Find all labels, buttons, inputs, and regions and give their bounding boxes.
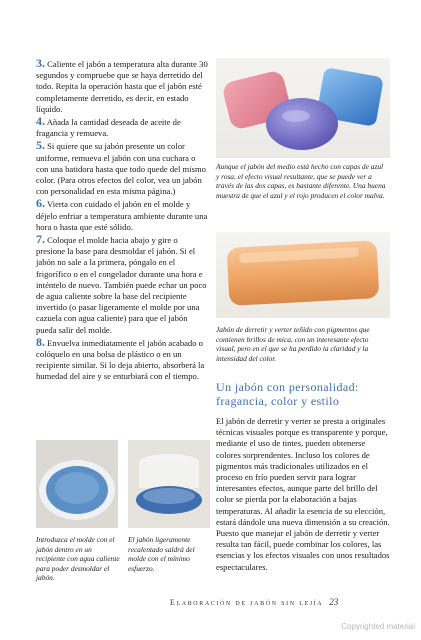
step-7: 7. Coloque el molde hacia abajo y gire o presione la base para desmoldar el jabón. Si el jabón no sale a la primera, póngalo en el frigorífico o en el congelador durante una hora e inténtelo de nuevo. También puede echar un poco de agua caliente sobre la base del recipiente invertido (o pasar ligeramente el molde por una cazuela con agua caliente) para que el jabón pueda salir del molde. (36, 232, 207, 335)
mold-water-photo (36, 440, 118, 528)
mold-water-caption: Introduzca el molde con el jabón dentro en un recipiente con agua caliente para poder desmoldar el jabón. (36, 535, 120, 583)
step-6: 6. Vierta con cuidado el jabón en el molde y déjelo enfriar a temperatura ambiente durante una hora o hasta que esté sólido. (36, 196, 208, 232)
instruction-steps (36, 58, 208, 384)
unmolded-soap-illustration (128, 440, 210, 528)
soaps-illustration (216, 58, 390, 158)
step-5: 5. Si quiere que su jabón presente un color uniforme, remueva el jabón con una cuchara o con una batidora hasta que todo quede del mismo color. (Para otros efectos del color, vea un jabón con personalidad en esta misma página.) (36, 138, 206, 197)
running-head: Elaboración de jabón sin lejía (170, 598, 324, 607)
step-4: 4. Añada la cantidad deseada de aceite de fragancia y remueva. (36, 114, 181, 139)
bar-soap-caption: Jabón de derretir y verter teñido con pigmentos que contienen brillos de mica, con un interesante efecto visual, pero en el que se ha perdido la claridad y la intensidad del color. (216, 325, 370, 363)
mold-water-illustration (36, 440, 118, 528)
watermark-text: Copyrighted material (341, 622, 415, 631)
step-3: 3. Caliente el jabón a temperatura alta durante 30 segundos y compruebe que se haya derretido del todo. Repita la operación hasta que el jabón esté completamente derretido, es decir, en estado líquido. (36, 56, 208, 114)
section-title: Un jabón con personalidad: fragancia, color y estilo (216, 380, 359, 408)
bar-soap-illustration (216, 232, 390, 318)
soaps-photo (216, 58, 390, 158)
bar-soap-photo (216, 232, 390, 318)
step-8: 8. Envuelva inmediatamente el jabón acabado o colóquelo en una bolsa de plástico o en un recipiente similar. Si lo deja abierto, absorberá la humedad del aire y se enturbiará con el tiempo. (36, 334, 205, 382)
section-body: El jabón de derretir y verter se presta a originales técnicas visuales porque es transparente y porque, mediante el uso de tintes, pueden obtenerse colores sorprendentes. Incluso los colores de pigmentos más tradicionales utilizados en el proceso en frío pueden servir para lograr interesantes efectos, aunque parte del brillo del color se pierda por la elaboración a bajas temperaturas. Al añadir la esencia de su elección, estará dándole una nueva dimensión a su creación. Puesto que manejar el jabón de derretir y verter resulta tan fácil, puede combinar los colores, las esencias y los efectos visuales con unos resultados espectaculares. (216, 416, 390, 572)
unmolded-soap-caption: El jabón ligeramente recalentado saldrá del molde con el mínimo esfuerzo. (128, 535, 195, 573)
page-footer (170, 597, 400, 607)
soaps-caption: Aunque el jabón del medio está hecho con capas de azul y rosa, el efecto visual resultante, que se puede ver a través de las dos capas, es bastante diferente. Una buena muestra de que el azul y el rojo producen el color malva. (216, 162, 386, 200)
page-number: 23 (329, 597, 339, 607)
unmolded-soap-photo (128, 440, 210, 528)
